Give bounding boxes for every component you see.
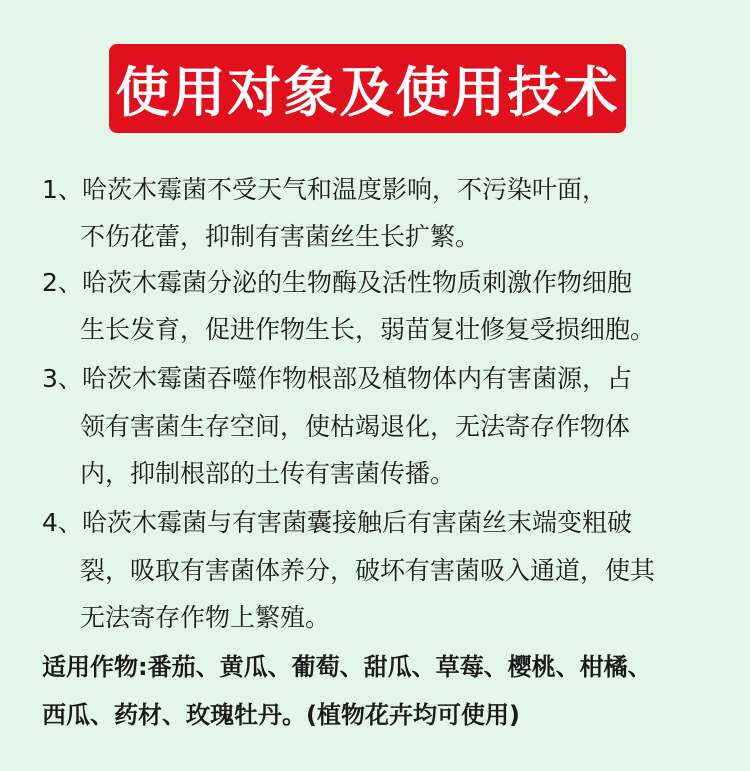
item-4-line-1: 哈茨木霉菌与有害菌囊接触后有害菌丝末端变粗破 bbox=[82, 508, 633, 537]
item-4-line-3: 无法寄存作物上繁殖。 bbox=[80, 603, 331, 632]
item-number-4: 4、 bbox=[42, 508, 83, 537]
item-2-line-1: 哈茨木霉菌分泌的生物酶及活性物质刺激作物细胞 bbox=[82, 268, 633, 297]
item-1-line-2: 不伤花蕾，抑制有害菌丝生长扩繁。 bbox=[80, 222, 481, 251]
item-number-2: 2、 bbox=[42, 268, 83, 297]
item-4-line-2: 裂，吸取有害菌体养分，破坏有害菌吸入通道，使其 bbox=[80, 556, 656, 585]
item-3-line-2: 领有害菌生存空间，使枯竭退化，无法寄存作物体 bbox=[80, 412, 631, 441]
item-number-1: 1、 bbox=[42, 175, 83, 204]
crops-line-1: 适用作物:番茄、黄瓜、葡萄、甜瓜、草莓、樱桃、柑橘、 bbox=[42, 653, 652, 681]
page-title: 使用对象及使用技术 bbox=[115, 61, 620, 124]
title-banner bbox=[109, 44, 626, 133]
item-3-line-1: 哈茨木霉菌吞噬作物根部及植物体内有害菌源，占 bbox=[82, 364, 633, 393]
crops-line-2: 西瓜、药材、玫瑰牡丹。(植物花卉均可使用) bbox=[42, 701, 520, 729]
item-3-line-3: 内，抑制根部的土传有害菌传播。 bbox=[80, 459, 456, 488]
item-2-line-2: 生长发育，促进作物生长，弱苗复壮修复受损细胞。 bbox=[80, 315, 656, 344]
item-number-3: 3、 bbox=[42, 364, 83, 393]
item-1-line-1: 哈茨木霉菌不受天气和温度影响，不污染叶面， bbox=[82, 175, 608, 204]
